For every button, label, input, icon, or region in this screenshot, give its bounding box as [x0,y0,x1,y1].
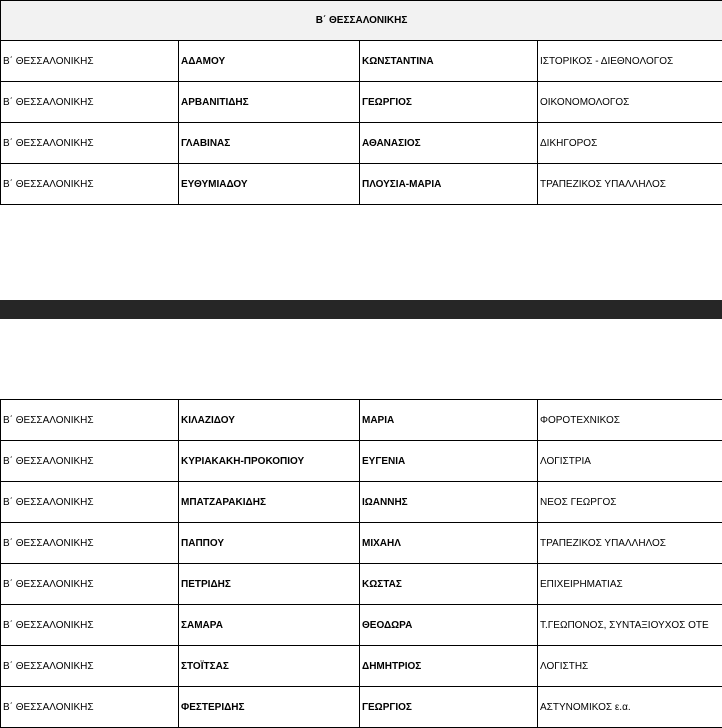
surname-cell: ΣΑΜΑΡΑ [179,605,360,646]
firstname-cell: ΜΙΧΑΗΛ [360,523,538,564]
surname-cell: ΑΔΑΜΟΥ [179,41,360,82]
surname-cell: ΦΕΣΤΕΡΙΔΗΣ [179,687,360,728]
profession-cell: ΛΟΓΙΣΤΗΣ [538,646,722,687]
surname-cell: ΜΠΑΤΖΑΡΑΚΙΔΗΣ [179,482,360,523]
firstname-cell: ΔΗΜΗΤΡΙΟΣ [360,646,538,687]
firstname-cell: ΠΛΟΥΣΙΑ-ΜΑΡΙΑ [360,164,538,205]
table-row [1,564,722,605]
constituency-cell: Β΄ ΘΕΣΣΑΛΟΝΙΚΗΣ [1,123,179,164]
table-row [1,441,722,482]
profession-cell: ΤΡΑΠΕΖΙΚΟΣ ΥΠΑΛΛΗΛΟΣ [538,164,722,205]
constituency-cell: Β΄ ΘΕΣΣΑΛΟΝΙΚΗΣ [1,482,179,523]
constituency-cell: Β΄ ΘΕΣΣΑΛΟΝΙΚΗΣ [1,441,179,482]
firstname-cell: ΚΩΣΤΑΣ [360,564,538,605]
constituency-cell: Β΄ ΘΕΣΣΑΛΟΝΙΚΗΣ [1,41,179,82]
constituency-cell: Β΄ ΘΕΣΣΑΛΟΝΙΚΗΣ [1,164,179,205]
profession-cell: ΟΙΚΟΝΟΜΟΛΟΓΟΣ [538,82,722,123]
section-divider-bar [0,300,722,319]
firstname-cell: ΓΕΩΡΓΙΟΣ [360,687,538,728]
table-row [1,164,722,205]
constituency-cell: Β΄ ΘΕΣΣΑΛΟΝΙΚΗΣ [1,82,179,123]
constituency-cell: Β΄ ΘΕΣΣΑΛΟΝΙΚΗΣ [1,687,179,728]
firstname-cell: ΙΩΑΝΝΗΣ [360,482,538,523]
table-row [1,400,722,441]
surname-cell: ΠΑΠΠΟΥ [179,523,360,564]
firstname-cell: ΜΑΡΙΑ [360,400,538,441]
constituency-cell: Β΄ ΘΕΣΣΑΛΟΝΙΚΗΣ [1,564,179,605]
table-row [1,646,722,687]
firstname-cell: ΑΘΑΝΑΣΙΟΣ [360,123,538,164]
surname-cell: ΓΛΑΒΙΝΑΣ [179,123,360,164]
table-row [1,482,722,523]
firstname-cell: ΚΩΝΣΤΑΝΤΙΝΑ [360,41,538,82]
profession-cell: Τ.ΓΕΩΠΟΝΟΣ, ΣΥΝΤΑΞΙΟΥΧΟΣ ΟΤΕ [538,605,722,646]
table-row [1,41,722,82]
surname-cell: ΚΥΡΙΑΚΑΚΗ-ΠΡΟΚΟΠΙΟΥ [179,441,360,482]
table-header-row [1,1,722,41]
candidates-table-bottom [0,399,722,728]
surname-cell: ΚΙΛΑΖΙΔΟΥ [179,400,360,441]
profession-cell: ΕΠΙΧΕΙΡΗΜΑΤΙΑΣ [538,564,722,605]
table-row [1,82,722,123]
table-row [1,523,722,564]
profession-cell: ΔΙΚΗΓΟΡΟΣ [538,123,722,164]
surname-cell: ΕΥΘΥΜΙΑΔΟΥ [179,164,360,205]
table-row [1,123,722,164]
profession-cell: ΛΟΓΙΣΤΡΙΑ [538,441,722,482]
constituency-header: Β΄ ΘΕΣΣΑΛΟΝΙΚΗΣ [1,1,722,41]
constituency-cell: Β΄ ΘΕΣΣΑΛΟΝΙΚΗΣ [1,646,179,687]
table-row [1,687,722,728]
firstname-cell: ΘΕΟΔΩΡΑ [360,605,538,646]
surname-cell: ΑΡΒΑΝΙΤΙΔΗΣ [179,82,360,123]
table-row [1,605,722,646]
firstname-cell: ΕΥΓΕΝΙΑ [360,441,538,482]
profession-cell: ΙΣΤΟΡΙΚΟΣ - ΔΙΕΘΝΟΛΟΓΟΣ [538,41,722,82]
constituency-cell: Β΄ ΘΕΣΣΑΛΟΝΙΚΗΣ [1,400,179,441]
constituency-cell: Β΄ ΘΕΣΣΑΛΟΝΙΚΗΣ [1,523,179,564]
profession-cell: ΤΡΑΠΕΖΙΚΟΣ ΥΠΑΛΛΗΛΟΣ [538,523,722,564]
profession-cell: ΑΣΤΥΝΟΜΙΚΟΣ ε.α. [538,687,722,728]
profession-cell: ΝΕΟΣ ΓΕΩΡΓΟΣ [538,482,722,523]
profession-cell: ΦΟΡΟΤΕΧΝΙΚΟΣ [538,400,722,441]
constituency-cell: Β΄ ΘΕΣΣΑΛΟΝΙΚΗΣ [1,605,179,646]
surname-cell: ΠΕΤΡΙΔΗΣ [179,564,360,605]
candidates-table-top [0,0,722,205]
surname-cell: ΣΤΟΪΤΣΑΣ [179,646,360,687]
firstname-cell: ΓΕΩΡΓΙΟΣ [360,82,538,123]
